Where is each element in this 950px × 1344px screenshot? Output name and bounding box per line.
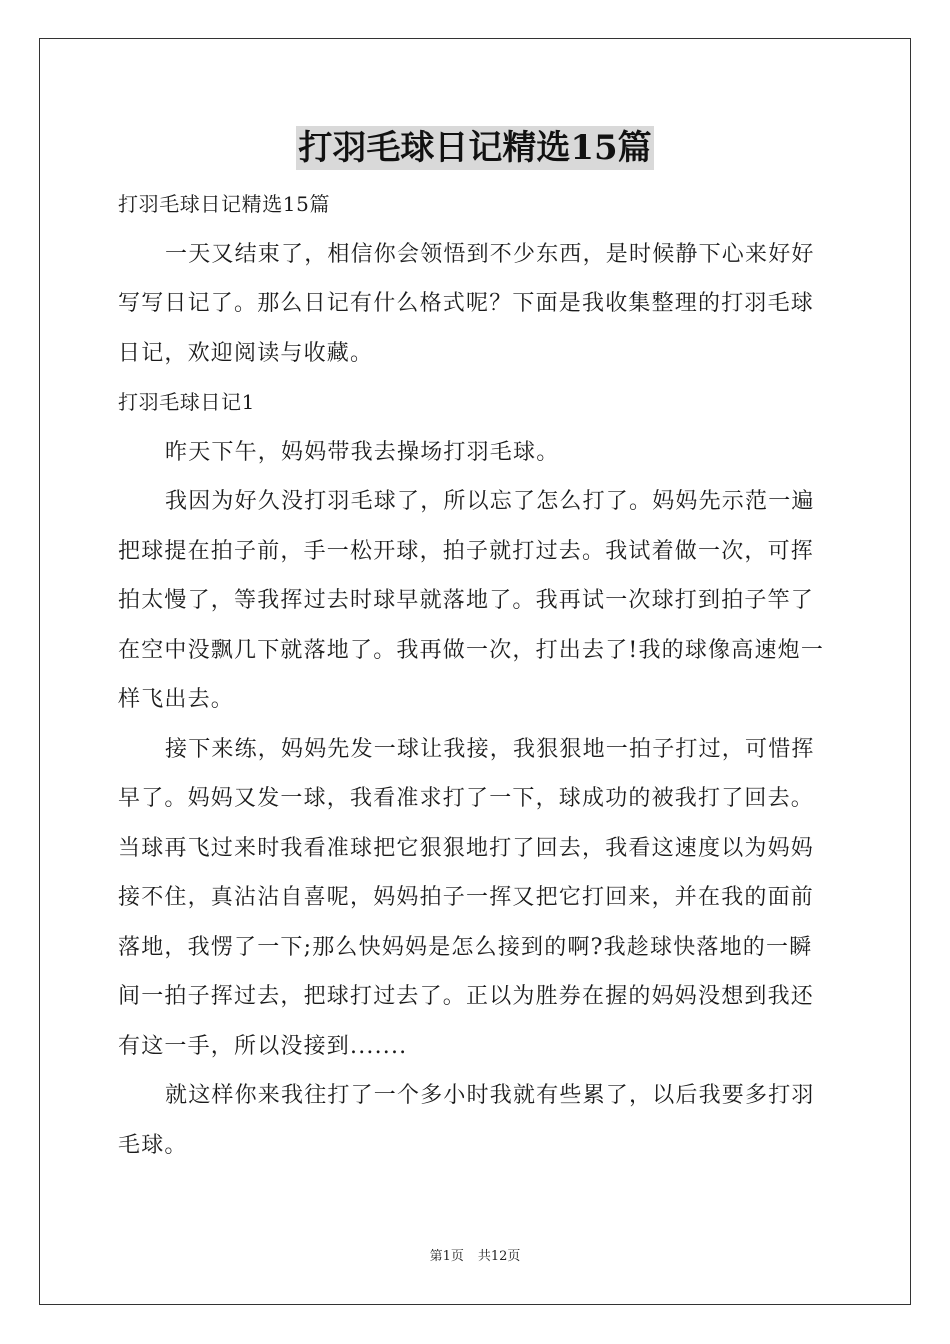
document-subtitle: 打羽毛球日记精选15篇	[118, 192, 331, 216]
title-container	[0, 126, 950, 170]
page-total: 共12页	[477, 1249, 521, 1264]
diary-paragraph-1: 昨天下午，妈妈带我去操场打羽毛球。	[165, 439, 560, 465]
document-title: 打羽毛球日记精选15篇	[298, 128, 652, 168]
page-number: 第1页	[429, 1249, 464, 1264]
intro-paragraph: 一天又结束了，相信你会领悟到不少东西，是时候静下心来好好写写日记了。那么日记有什么格式呢？下面是我收集整理的打羽毛球日记，欢迎阅读与收藏。	[118, 241, 815, 366]
page-footer	[0, 1248, 950, 1266]
section-heading: 打羽毛球日记1	[118, 390, 255, 414]
diary-paragraph-3: 接下来练，妈妈先发一球让我接，我狠狠地一拍子打过，可惜挥早了。妈妈又发一球，我看准求打了一下，球成功的被我打了回去。当球再飞过来时我看准球把它狠狠地打了回去，我看这速度以为妈妈接不住，真沾沾自喜呢，妈妈拍子一挥又把它打回来，并在我的面前落地，我愣了一下;那么快妈妈是怎么接到的啊?我趁球快落地的一瞬间一拍子挥过去，把球打过去了。正以为胜券在握的妈妈没想到我还有这一手，所以没接到.......	[118, 736, 815, 1059]
document-body	[118, 180, 834, 1170]
diary-paragraph-4: 就这样你来我往打了一个多小时我就有些累了，以后我要多打羽毛球。	[118, 1083, 815, 1158]
diary-paragraph-2: 我因为好久没打羽毛球了，所以忘了怎么打了。妈妈先示范一遍把球提在拍子前，手一松开球，拍子就打过去。我试着做一次，可挥拍太慢了，等我挥过去时球早就落地了。我再试一次球打到拍子竿了在空中没飘几下就落地了。我再做一次，打出去了!我的球像高速炮一样飞出去。	[118, 489, 825, 712]
